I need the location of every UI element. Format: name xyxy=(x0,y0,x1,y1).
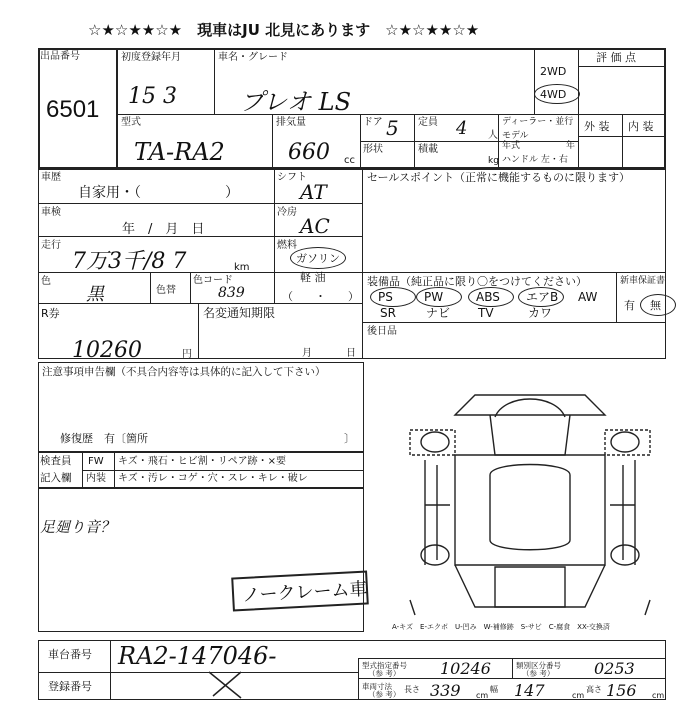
fuel-label: 燃料 xyxy=(277,240,297,251)
dims-length: 339 xyxy=(430,681,461,700)
name-change-month: 月 xyxy=(302,348,312,359)
interior-label: 内 装 xyxy=(628,120,654,133)
exterior-label: 外 装 xyxy=(584,120,610,133)
recycle-label: R券 xyxy=(41,307,60,320)
notes-label: 注意事項申告欄（不具合内容等は具体的に記入して下さい） xyxy=(42,366,326,378)
fuel-diesel: 軽 油 xyxy=(300,271,326,284)
cooling-label: 冷房 xyxy=(277,207,297,218)
car-name-label: 車名・グレード xyxy=(218,52,288,63)
equipment-item-4: AW xyxy=(578,290,598,304)
registration-label: 登録番号 xyxy=(48,680,92,693)
inspector-label2: 記入欄 xyxy=(40,472,72,484)
inspector-fw: FW xyxy=(88,456,104,467)
rating-label: 評 価 点 xyxy=(596,51,636,64)
displacement-label: 排気量 xyxy=(276,117,306,128)
dims-width-unit: cm xyxy=(572,691,585,700)
model-value: TA-RA2 xyxy=(134,138,225,166)
equipment-item2-1: ナビ xyxy=(426,306,451,320)
name-change-day: 日 xyxy=(346,348,356,359)
mileage-label: 走行 xyxy=(41,240,61,251)
equipment-item2-3: カワ xyxy=(528,306,553,320)
dims-length-unit: cm xyxy=(476,691,489,700)
repair-label: 修復歴 有〔箇所 xyxy=(60,432,148,445)
drive-4wd-circle xyxy=(534,84,580,104)
color-code-label: 色コード xyxy=(193,275,233,286)
recycle-unit: 円 xyxy=(182,349,192,360)
warranty-label: 新車保証書 xyxy=(620,276,666,286)
mileage-value: 7万3千/8 7 xyxy=(72,249,187,274)
fuel-gasoline-circle xyxy=(290,247,346,269)
blank-frame xyxy=(38,488,364,632)
equipment-item-1: PW xyxy=(424,290,444,304)
type-designation-value: 10246 xyxy=(440,659,491,678)
inspector-fw-items: キズ・飛石・ヒビ割・リペア跡・×要 xyxy=(118,456,286,467)
model-year-label2: 年式 xyxy=(502,141,521,151)
model-year-label: モデル xyxy=(502,131,529,141)
chassis-value: RA2-147046- xyxy=(118,642,277,670)
category-label: 類別区分番号 xyxy=(516,661,561,670)
dealer-label: ディーラー・並行 xyxy=(502,117,574,127)
dims-label: 車両寸法 xyxy=(362,682,392,691)
inspector-naiso: 内装 xyxy=(86,473,106,484)
mileage-unit: km xyxy=(234,262,250,273)
color-change-label: 色替 xyxy=(156,285,176,296)
color-value: 黒 xyxy=(86,284,104,305)
color-label: 色 xyxy=(41,276,51,287)
doors-value: 5 xyxy=(386,116,399,140)
equipment-label: 装備品（純正品に限り〇をつけてください） xyxy=(367,275,587,288)
handwritten-note: 足廻り音？ xyxy=(40,518,116,536)
recycle-value: 10260 xyxy=(72,338,142,363)
dims-height-label: 高さ xyxy=(586,685,602,694)
dims-height: 156 xyxy=(606,681,637,700)
capacity-label: 定員 xyxy=(418,117,438,128)
banner: ☆★☆★★☆★ 現車はJU 北見にあります ☆★☆★★☆★ xyxy=(88,21,480,39)
shift-value: AT xyxy=(300,180,327,204)
model-label: 型式 xyxy=(121,117,141,128)
equipment-circle-3 xyxy=(518,287,564,307)
dims-height-unit: cm xyxy=(652,691,665,700)
shift-label: シフト xyxy=(277,172,307,183)
inspection-label: 車検 xyxy=(41,207,61,218)
lot-number: 6501 xyxy=(46,96,100,123)
equipment-circle-0 xyxy=(370,287,416,307)
car-name-value: プレオ LS xyxy=(240,88,352,116)
fuel-paren: （ ・ ） xyxy=(282,290,359,303)
dims-width-label: 幅 xyxy=(490,685,498,694)
type-designation-label: 型式指定番号 xyxy=(362,661,407,670)
drive-2wd: 2WD xyxy=(540,65,567,78)
car-diagram xyxy=(395,385,665,630)
handle-label: ハンドル 左・右 xyxy=(502,155,568,165)
warranty-no-circle xyxy=(640,294,676,316)
fuel-gasoline: ガソリン xyxy=(296,252,340,265)
load-label: 積載 xyxy=(418,144,438,155)
reg-year-label: 初度登録年月 xyxy=(121,52,181,63)
dims-length-label: 長さ xyxy=(404,685,420,694)
damage-legend: A-キズ E-エクボ U-凹み W-補修跡 S-サビ C-腐食 XX-交換済 xyxy=(392,623,610,631)
name-change-label: 名変通知期限 xyxy=(203,306,276,320)
model-year-unit: 年 xyxy=(566,141,576,151)
rear-seat-label: 後日品 xyxy=(367,326,397,337)
history-label: 車歴 xyxy=(41,172,61,183)
capacity-unit: 人 xyxy=(488,130,498,141)
cooling-value: AC xyxy=(300,214,330,238)
repair-close: 〕 xyxy=(344,432,355,445)
shape-label: 形状 xyxy=(363,144,383,155)
doors-label: ドア xyxy=(363,117,383,128)
color-code-value: 839 xyxy=(218,285,245,301)
chassis-label: 車台番号 xyxy=(48,648,92,661)
load-unit: kg xyxy=(488,156,499,166)
displacement-unit: cc xyxy=(344,155,355,166)
history-value: 自家用・（ ） xyxy=(78,185,239,201)
equipment-item-0: PS xyxy=(378,290,393,304)
category-value: 0253 xyxy=(594,659,635,678)
warranty-no: 無 xyxy=(650,299,661,312)
equipment-item-2: ABS xyxy=(476,290,500,304)
equipment-circle-2 xyxy=(468,287,514,307)
inspection-value: 年 / 月 日 xyxy=(122,222,205,237)
equipment-item2-2: TV xyxy=(478,306,494,320)
dims-label2: （参 考） xyxy=(368,690,401,699)
stamp-text: ノークレーム車 xyxy=(241,578,369,607)
category-label2: （参 考） xyxy=(522,669,555,678)
capacity-value: 4 xyxy=(456,118,468,139)
equipment-item-3: エアB xyxy=(526,290,559,304)
registration-cross xyxy=(205,670,245,700)
reg-year-value: 15 3 xyxy=(128,84,177,109)
equipment-item2-0: SR xyxy=(380,306,396,320)
dims-width: 147 xyxy=(514,681,545,700)
inspector-naiso-items: キズ・汚レ・コゲ・穴・スレ・キレ・破レ xyxy=(118,473,308,484)
sales-point-label: セールスポイント（正常に機能するものに限ります） xyxy=(367,171,631,184)
inspector-label1: 検査員 xyxy=(40,455,72,467)
warranty-yes: 有 xyxy=(624,299,635,312)
displacement-value: 660 xyxy=(288,140,330,165)
equipment-circle-1 xyxy=(416,287,462,307)
type-designation-label2: （参 考） xyxy=(368,669,401,678)
drive-4wd: 4WD xyxy=(540,88,567,101)
lot-label: 出品番号 xyxy=(40,51,80,62)
